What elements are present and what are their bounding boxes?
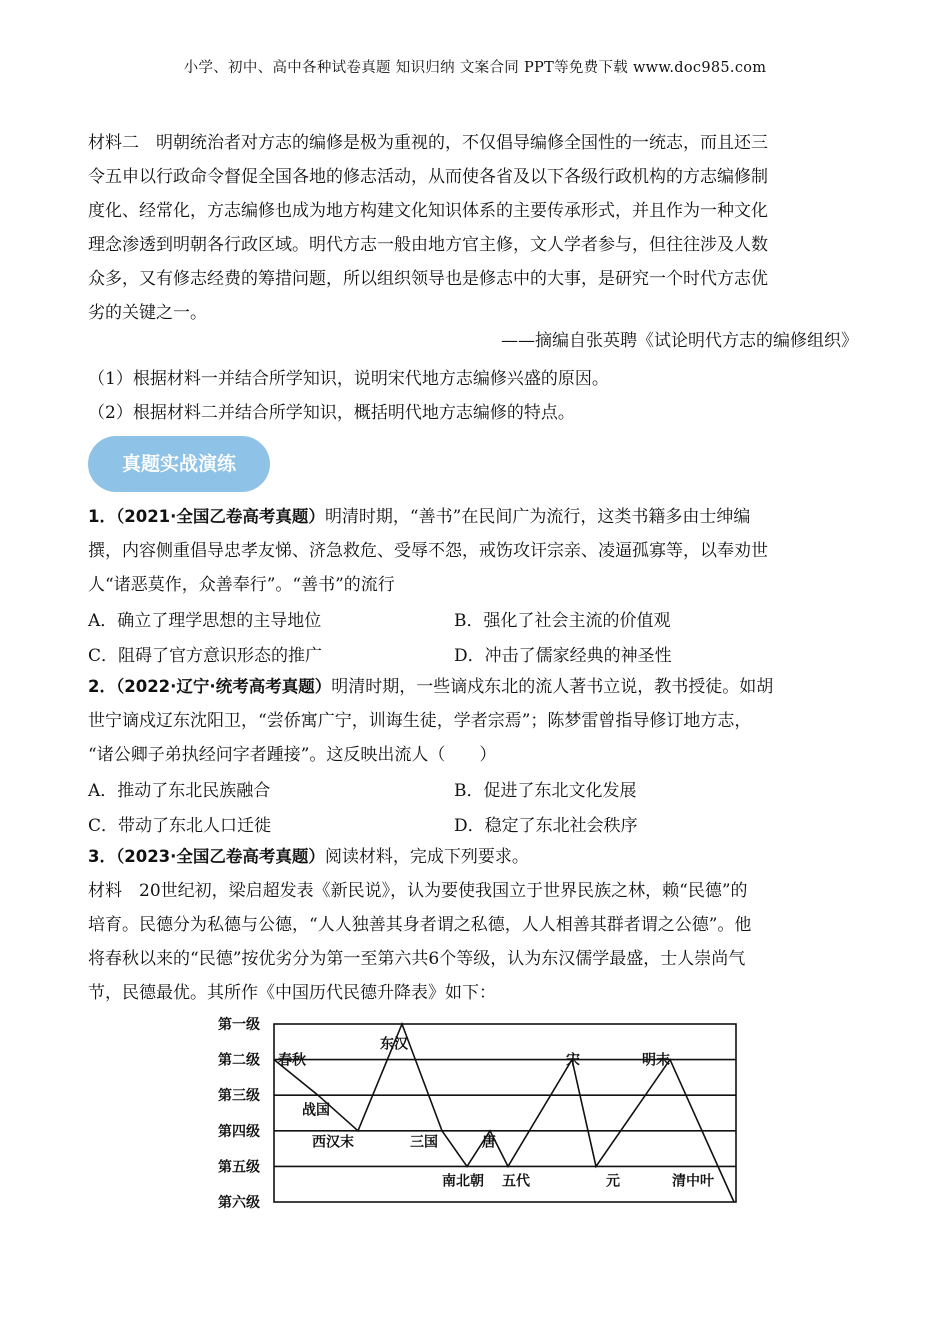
- point-label: 战国: [302, 1102, 330, 1119]
- material-line: 材料二 明朝统治者对方志的编修是极为重视的，不仅倡导编修全国性的一统志，而且还三: [88, 133, 768, 153]
- minde-chart: [210, 1010, 750, 1220]
- point-label: 南北朝: [442, 1173, 484, 1190]
- material-line: 理念渗透到明朝各行政区域。明代方志一般由地方官主修，文人学者参与，但往往涉及人数: [88, 235, 768, 255]
- q3-intro: 阅读材料，完成下列要求。: [324, 847, 529, 867]
- material-two: [88, 126, 863, 330]
- q3-line: 节，民德最优。其所作《中国历代民德升降表》如下：: [88, 983, 496, 1003]
- q3-line: 培育。民德分为私德与公德，“人人独善其身者谓之私德，人人相善其群者谓之公德”。他: [88, 915, 752, 935]
- q2-number: 2．: [88, 677, 116, 696]
- point-label: 春秋: [278, 1052, 306, 1069]
- q3-line: 材料 20世纪初，梁启超发表《新民说》，认为要使我国立于世界民族之林，赖“民德”的: [88, 881, 748, 901]
- q2-option-d[interactable]: D．稳定了东北社会秩序: [454, 816, 638, 836]
- section-banner: [88, 436, 270, 492]
- q1-option-a[interactable]: A．确立了理学思想的主导地位: [88, 611, 322, 631]
- q1-line: 明清时期，“善书”在民间广为流行，这类书籍多由士绅编: [324, 507, 751, 527]
- point-label: 东汉: [380, 1036, 408, 1053]
- q1-number: 1．: [88, 507, 116, 526]
- y-tick-label: 第四级: [218, 1123, 260, 1140]
- q2-tag: （2022·辽宁·统考高考真题）: [115, 677, 332, 696]
- y-tick-label: 第二级: [218, 1052, 260, 1069]
- question-1: （1）根据材料一并结合所学知识，说明宋代地方志编修兴盛的原因。: [88, 369, 609, 389]
- point-label: 明末: [642, 1052, 670, 1069]
- material-line: 度化、经常化，方志编修也成为地方构建文化知识体系的主要传承形式，并且作为一种文化: [88, 201, 768, 221]
- q1-line: 人“诸恶莫作，众善奉行”。“善书”的流行: [88, 575, 395, 595]
- q2-line: 世宁谪戍辽东沈阳卫，“尝侨寓广宁，训诲生徒，学者宗焉”；陈梦雷曾指导修订地方志，: [88, 711, 752, 731]
- material-source: ——摘编自张英聘《试论明代方志的编修组织》: [501, 331, 858, 351]
- q2-option-a[interactable]: A．推动了东北民族融合: [88, 781, 271, 801]
- point-label: 五代: [502, 1173, 530, 1190]
- page-header: 小学、初中、高中各种试卷真题 知识归纳 文案合同 PPT等免费下载 www.doc985.com: [183, 60, 767, 76]
- y-tick-label: 第三级: [218, 1088, 260, 1105]
- y-tick-label: 第一级: [218, 1017, 260, 1033]
- q2-stem: [88, 670, 863, 772]
- q1-option-b[interactable]: B．强化了社会主流的价值观: [454, 611, 671, 631]
- q3-number: 3．: [88, 847, 116, 866]
- q3-line: 将春秋以来的“民德”按优劣分为第一至第六共6个等级，认为东汉儒学最盛，士人崇尚气: [88, 949, 746, 969]
- q3-stem: [88, 840, 863, 1010]
- q2-option-b[interactable]: B．促进了东北文化发展: [454, 781, 637, 801]
- question-2: （2）根据材料二并结合所学知识，概括明代地方志编修的特点。: [88, 403, 575, 423]
- point-label: 元: [606, 1173, 620, 1190]
- q2-line: 明清时期，一些谪戍东北的流人著书立说，教书授徒。如胡: [331, 677, 774, 697]
- q3-tag: （2023·全国乙卷高考真题）: [115, 847, 325, 866]
- section-banner-label: 真题实战演练: [121, 453, 236, 475]
- q1-line: 撰，内容侧重倡导忠孝友悌、济急救危、受辱不怨，戒饬攻讦宗亲、凌逼孤寡等，以奉劝世: [88, 541, 768, 561]
- point-label: 西汉末: [312, 1134, 354, 1151]
- q1-stem: [88, 500, 863, 602]
- point-label: 唐: [482, 1134, 496, 1151]
- material-line: 令五申以行政命令督促全国各地的修志活动，从而使各省及以下各级行政机构的方志编修制: [88, 167, 768, 187]
- point-label: 清中叶: [672, 1173, 714, 1190]
- q1-tag: （2021·全国乙卷高考真题）: [115, 507, 325, 526]
- q1-option-d[interactable]: D．冲击了儒家经典的神圣性: [454, 646, 672, 666]
- y-tick-label: 第五级: [218, 1159, 260, 1176]
- material-line: 众多，又有修志经费的筹措问题，所以组织领导也是修志中的大事，是研究一个时代方志优: [88, 269, 768, 289]
- q1-option-c[interactable]: C．阻碍了官方意识形态的推广: [88, 646, 323, 666]
- q2-option-c[interactable]: C．带动了东北人口迁徙: [88, 816, 272, 836]
- point-label: 宋: [566, 1052, 580, 1069]
- material-line: 劣的关键之一。: [88, 303, 207, 323]
- y-tick-label: 第六级: [218, 1195, 260, 1211]
- point-label: 三国: [410, 1134, 438, 1151]
- q2-line: “诸公卿子弟执经问字者踵接”。这反映出流人（ ）: [88, 745, 497, 765]
